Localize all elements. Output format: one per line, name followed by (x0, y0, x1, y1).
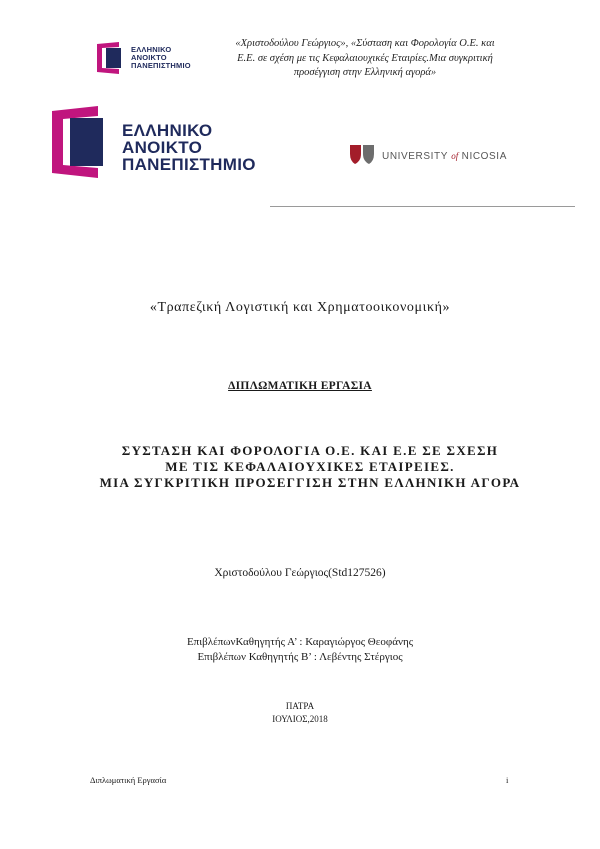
supervisor-a: ΕπιβλέπωνΚαθηγητής Α’ : Καραγιώργος Θεοφάνης (186, 636, 414, 648)
eap-small-logo-mark-icon (97, 42, 127, 74)
programme-subject: «Τραπεζική Λογιστική και Χρηματοοικονομική» (149, 300, 451, 315)
header-quote-line-2: Ε.Ε. σε σχέση με τις Κεφαλαιουχικές Εταιρίες.Μια συγκριτική (237, 52, 493, 64)
unic-logo-university: UNIVERSITY (382, 151, 448, 162)
thesis-title (60, 443, 560, 491)
eap-logo (52, 106, 256, 178)
eap-small-logo-line-3: ΠΑΝΕΠΙΣΤΗΜΙΟ (131, 61, 191, 70)
header-quote-line-3: προσέγγιση στην Ελληνική αγορά» (293, 67, 437, 78)
eap-small-logo (97, 42, 207, 76)
thesis-title-line-1: ΣΥΣΤΑΣΗ ΚΑΙ ΦΟΡΟΛΟΓΙΑ Ο.Ε. ΚΑΙ Ε.Ε ΣΕ ΣΧΕΣΗ (121, 443, 499, 458)
author-name: Χριστοδούλου Γεώργιος(Std127526) (214, 567, 386, 579)
unic-logo-of: of (451, 151, 459, 161)
supervisors (0, 635, 600, 664)
eap-logo-line-3: ΠΑΝΕΠΙΣΤΗΜΙΟ (122, 155, 256, 174)
unic-logo-nicosia: NICOSIA (461, 151, 507, 162)
unic-logo-text (382, 151, 507, 162)
footer-label: Διπλωματική Εργασία (90, 775, 167, 785)
thesis-title-line-3: ΜΙΑ ΣΥΓΚΡΙΤΙΚΗ ΠΡΟΣΕΓΓΙΣΗ ΣΤΗΝ ΕΛΛΗΝΙΚΗ ΑΓΟΡΑ (99, 475, 521, 490)
eap-small-logo-line-1: ΕΛΛΗΝΙΚΟ (131, 45, 172, 54)
page-number: i (506, 775, 509, 785)
city: ΠΑΤΡΑ (285, 701, 315, 711)
thesis-type-heading: ΔΙΠΛΩΜΑΤΙΚΗ ΕΡΓΑΣΙΑ (228, 380, 372, 392)
header-rule (270, 206, 575, 207)
date: ΙΟΥΛΙΟΣ,2018 (272, 713, 328, 724)
eap-logo-line-2: ΑΝΟΙΚΤΟ (122, 138, 203, 157)
header-quote-line-1: «Χριστοδούλου Γεώργιος», «Σύσταση και Φορολογία Ο.Ε. και (235, 38, 495, 49)
unic-shield-icon (350, 145, 376, 165)
place-date (0, 700, 600, 725)
thesis-title-line-2: ΜΕ ΤΙΣ ΚΕΦΑΛΑΙΟΥΧΙΚΕΣ ΕΤΑΙΡΕΙΕΣ. (165, 459, 455, 474)
eap-small-logo-line-2: ΑΝΟΙΚΤΟ (131, 53, 167, 62)
eap-logo-line-1: ΕΛΛΗΝΙΚΟ (122, 121, 213, 140)
header-quote (212, 37, 518, 81)
eap-logo-mark-icon (52, 106, 116, 178)
supervisor-b: Επιβλέπων Καθηγητής Β’ : Λεβέντης Στέργιος (197, 650, 403, 663)
